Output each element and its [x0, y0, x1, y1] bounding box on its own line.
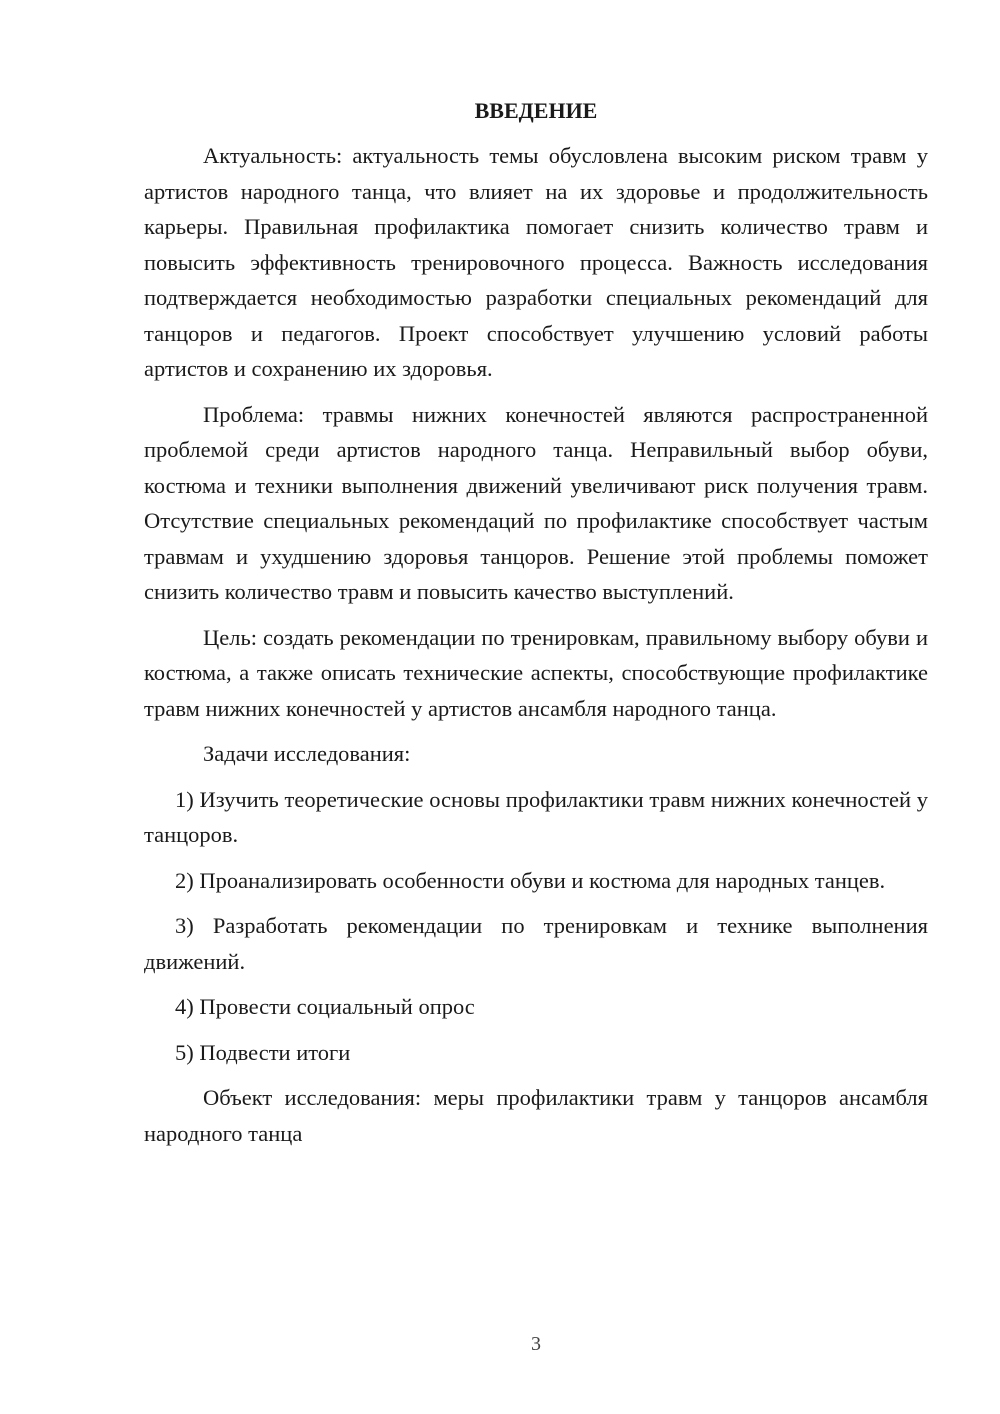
task-item-3: 3) Разработать рекомендации по тренировкам и технике выполнения движений. — [144, 913, 928, 974]
goal-paragraph: Цель: создать рекомендации по тренировкам, правильному выбору обуви и костюма, а также описать технические аспекты, способствующие профилактике травм нижних конечностей у артистов ансамбля народного танца. — [144, 624, 928, 721]
page-number: 3 — [531, 1333, 541, 1355]
problem-paragraph: Проблема: травмы нижних конечностей являются распространенной проблемой среди артистов народного танца. Неправильный выбор обуви, костюма и техники выполнения движений увеличивают риск получения травм. Отсутствие специальных рекомендаций по профилактике способствует частым травмам и ухудшению здоровья танцоров. Решение этой проблемы поможет снизить количество травм и повысить качество выступлений. — [144, 401, 928, 604]
document-body — [144, 96, 928, 1161]
task-item-4: 4) Провести социальный опрос — [175, 994, 475, 1019]
task-item-5: 5) Подвести итоги — [175, 1039, 351, 1065]
task-item-2: 2) Проанализировать особенности обуви и костюма для народных танцев. — [175, 867, 886, 893]
object-paragraph: Объект исследования: меры профилактики травм у танцоров ансамбля народного танца — [144, 1085, 928, 1146]
section-heading: ВВЕДЕНИЕ — [474, 98, 598, 123]
relevance-paragraph: Актуальность: актуальность темы обусловлена высоким риском травм у артистов народного танца, что влияет на их здоровье и продолжительность карьеры. Правильная профилактика помогает снизить количество травм и повысить эффективность тренировочного процесса. Важность исследования подтверждается необходимостью разработки специальных рекомендаций для танцоров и педагогов. Проект способствует улучшению условий работы артистов и сохранению их здоровья. — [144, 143, 928, 381]
task-item-1: 1) Изучить теоретические основы профилактики травм нижних конечностей у танцоров. — [144, 786, 928, 847]
tasks-title: Задачи исследования: — [203, 741, 411, 766]
